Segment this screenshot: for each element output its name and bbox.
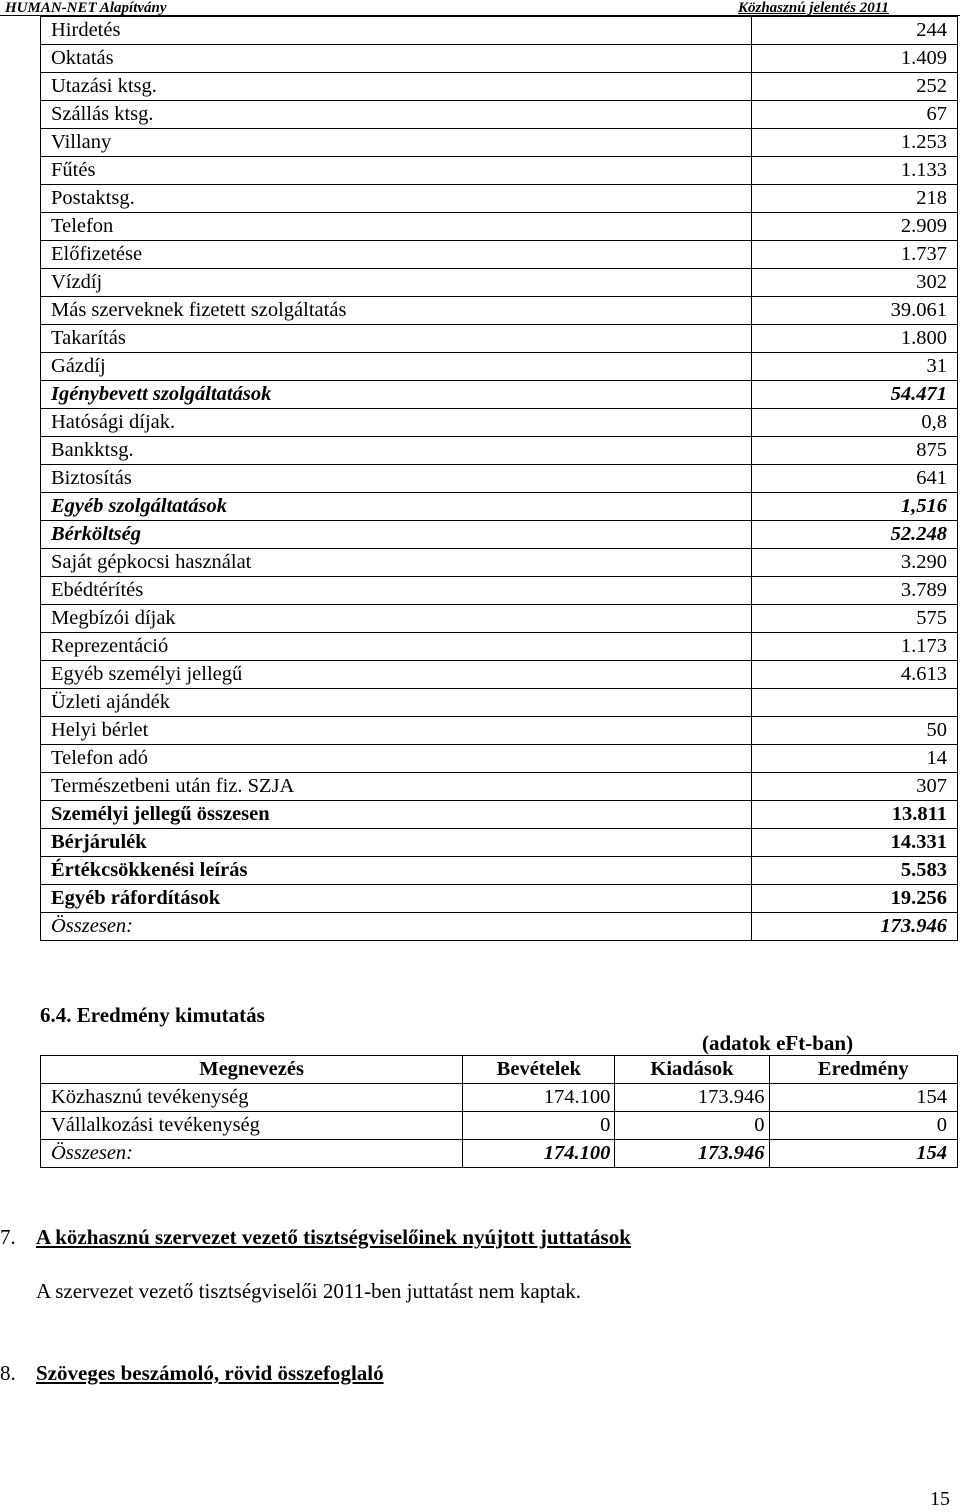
expense-value: 67 bbox=[752, 101, 958, 129]
table-row bbox=[41, 661, 958, 689]
cell-value: 173.946 bbox=[615, 1084, 769, 1112]
cell-value: 0 bbox=[769, 1112, 957, 1140]
expense-name: Összesen: bbox=[41, 913, 752, 941]
expense-name: Saját gépkocsi használat bbox=[41, 549, 752, 577]
expense-value: 173.946 bbox=[752, 913, 958, 941]
expense-name: Gázdíj bbox=[41, 353, 752, 381]
section-number: 7. bbox=[0, 1225, 16, 1249]
section-title: Szöveges beszámoló, rövid összefoglaló bbox=[36, 1361, 384, 1385]
section-7-text: A szervezet vezető tisztségviselői 2011-ben juttatást nem kaptak. bbox=[36, 1279, 582, 1303]
section-8-heading bbox=[0, 1360, 960, 1386]
column-header: Bevételek bbox=[463, 1056, 615, 1084]
expense-name: Megbízói díjak bbox=[41, 605, 752, 633]
expense-value: 39.061 bbox=[752, 297, 958, 325]
cell-value: 0 bbox=[615, 1112, 769, 1140]
expense-name: Reprezentáció bbox=[41, 633, 752, 661]
expense-value: 3.290 bbox=[752, 549, 958, 577]
expense-value: 875 bbox=[752, 437, 958, 465]
section-6-4-heading: 6.4. Eredmény kimutatás bbox=[40, 1003, 265, 1027]
expense-value: 3.789 bbox=[752, 577, 958, 605]
cell-value: 0 bbox=[463, 1112, 615, 1140]
expense-name: Bérköltség bbox=[41, 521, 752, 549]
expense-value: 54.471 bbox=[752, 381, 958, 409]
section-title: A közhasznú szervezet vezető tisztségviselőinek nyújtott juttatások bbox=[36, 1225, 631, 1249]
table-row bbox=[41, 325, 958, 353]
expense-name: Vízdíj bbox=[41, 269, 752, 297]
expense-value: 307 bbox=[752, 773, 958, 801]
table-row bbox=[41, 157, 958, 185]
expense-value: 4.613 bbox=[752, 661, 958, 689]
cell-value: 174.100 bbox=[463, 1084, 615, 1112]
table-row bbox=[41, 409, 958, 437]
cell-value: 154 bbox=[769, 1084, 957, 1112]
table-row bbox=[41, 913, 958, 941]
expense-name: Helyi bérlet bbox=[41, 717, 752, 745]
expense-value: 1,516 bbox=[752, 493, 958, 521]
expense-name: Fűtés bbox=[41, 157, 752, 185]
expense-value: 252 bbox=[752, 73, 958, 101]
table-row bbox=[41, 549, 958, 577]
expense-value: 244 bbox=[752, 17, 958, 45]
expense-value: 5.583 bbox=[752, 857, 958, 885]
table-row bbox=[41, 185, 958, 213]
table-row bbox=[41, 577, 958, 605]
expense-name: Telefon adó bbox=[41, 745, 752, 773]
cell-value: 173.946 bbox=[615, 1140, 769, 1168]
table-row bbox=[41, 437, 958, 465]
expense-value: 302 bbox=[752, 269, 958, 297]
expense-name: Hirdetés bbox=[41, 17, 752, 45]
table-row bbox=[41, 269, 958, 297]
row-label: Közhasznú tevékenység bbox=[41, 1084, 463, 1112]
row-label: Vállalkozási tevékenység bbox=[41, 1112, 463, 1140]
column-header: Megnevezés bbox=[41, 1056, 463, 1084]
table-row bbox=[41, 717, 958, 745]
table-row bbox=[41, 17, 958, 45]
expense-value: 50 bbox=[752, 717, 958, 745]
expense-value: 1.173 bbox=[752, 633, 958, 661]
expense-value: 0,8 bbox=[752, 409, 958, 437]
expense-value: 1.409 bbox=[752, 45, 958, 73]
expense-value: 1.253 bbox=[752, 129, 958, 157]
table-row bbox=[41, 213, 958, 241]
column-header: Eredmény bbox=[769, 1056, 957, 1084]
table-row bbox=[41, 689, 958, 717]
expense-name: Hatósági díjak. bbox=[41, 409, 752, 437]
row-label: Összesen: bbox=[41, 1140, 463, 1168]
table-row bbox=[41, 101, 958, 129]
table-row bbox=[41, 885, 958, 913]
table-row bbox=[41, 773, 958, 801]
table-row bbox=[41, 1084, 958, 1112]
expense-value: 14 bbox=[752, 745, 958, 773]
table-row bbox=[41, 521, 958, 549]
table-row bbox=[41, 465, 958, 493]
result-table bbox=[40, 1055, 958, 1168]
expense-name: Természetbeni után fiz. SZJA bbox=[41, 773, 752, 801]
expense-name: Egyéb személyi jellegű bbox=[41, 661, 752, 689]
expense-name: Biztosítás bbox=[41, 465, 752, 493]
expense-name: Utazási ktsg. bbox=[41, 73, 752, 101]
expense-name: Postaktsg. bbox=[41, 185, 752, 213]
page-number: 15 bbox=[930, 1488, 950, 1510]
expense-value: 13.811 bbox=[752, 801, 958, 829]
table-row bbox=[41, 605, 958, 633]
expense-name: Oktatás bbox=[41, 45, 752, 73]
table-row bbox=[41, 857, 958, 885]
expense-value: 2.909 bbox=[752, 213, 958, 241]
expense-value: 19.256 bbox=[752, 885, 958, 913]
expense-value: 14.331 bbox=[752, 829, 958, 857]
expense-name: Előfizetése bbox=[41, 241, 752, 269]
expense-name: Más szerveknek fizetett szolgáltatás bbox=[41, 297, 752, 325]
table-row bbox=[41, 73, 958, 101]
expense-value: 1.800 bbox=[752, 325, 958, 353]
expense-value: 31 bbox=[752, 353, 958, 381]
expense-name: Bankktsg. bbox=[41, 437, 752, 465]
expense-name: Takarítás bbox=[41, 325, 752, 353]
table-row bbox=[41, 129, 958, 157]
expense-name: Villany bbox=[41, 129, 752, 157]
expense-value: 641 bbox=[752, 465, 958, 493]
expenses-table bbox=[40, 16, 958, 941]
expense-name: Ebédtérítés bbox=[41, 577, 752, 605]
unit-note: (adatok eFt-ban) bbox=[702, 1031, 854, 1055]
expense-value: 218 bbox=[752, 185, 958, 213]
table-row bbox=[41, 297, 958, 325]
expense-name: Személyi jellegű összesen bbox=[41, 801, 752, 829]
total-row bbox=[41, 1140, 958, 1168]
table-row bbox=[41, 241, 958, 269]
table-row bbox=[41, 493, 958, 521]
table-row bbox=[41, 353, 958, 381]
table-row bbox=[41, 1112, 958, 1140]
expense-name: Értékcsökkenési leírás bbox=[41, 857, 752, 885]
cell-value: 154 bbox=[769, 1140, 957, 1168]
table-row bbox=[41, 745, 958, 773]
section-number: 8. bbox=[0, 1361, 16, 1385]
expense-name: Egyéb ráfordítások bbox=[41, 885, 752, 913]
expense-name: Igénybevett szolgáltatások bbox=[41, 381, 752, 409]
column-header: Kiadások bbox=[615, 1056, 769, 1084]
expense-value: 1.133 bbox=[752, 157, 958, 185]
expense-value: 575 bbox=[752, 605, 958, 633]
header-report-title: Közhasznú jelentés 2011 bbox=[738, 0, 889, 16]
table-row bbox=[41, 829, 958, 857]
table-row bbox=[41, 801, 958, 829]
table-row bbox=[41, 633, 958, 661]
cell-value: 174.100 bbox=[463, 1140, 615, 1168]
expense-name: Telefon bbox=[41, 213, 752, 241]
expense-value: 1.737 bbox=[752, 241, 958, 269]
table-row bbox=[41, 381, 958, 409]
expense-name: Egyéb szolgáltatások bbox=[41, 493, 752, 521]
expense-name: Üzleti ajándék bbox=[41, 689, 752, 717]
table-row bbox=[41, 45, 958, 73]
header-organization: HUMAN-NET Alapítvány bbox=[5, 0, 167, 16]
expense-name: Szállás ktsg. bbox=[41, 101, 752, 129]
expense-name: Bérjárulék bbox=[41, 829, 752, 857]
result-table-header bbox=[41, 1056, 958, 1084]
expense-value bbox=[752, 689, 958, 717]
expense-value: 52.248 bbox=[752, 521, 958, 549]
section-7-heading bbox=[0, 1224, 960, 1250]
